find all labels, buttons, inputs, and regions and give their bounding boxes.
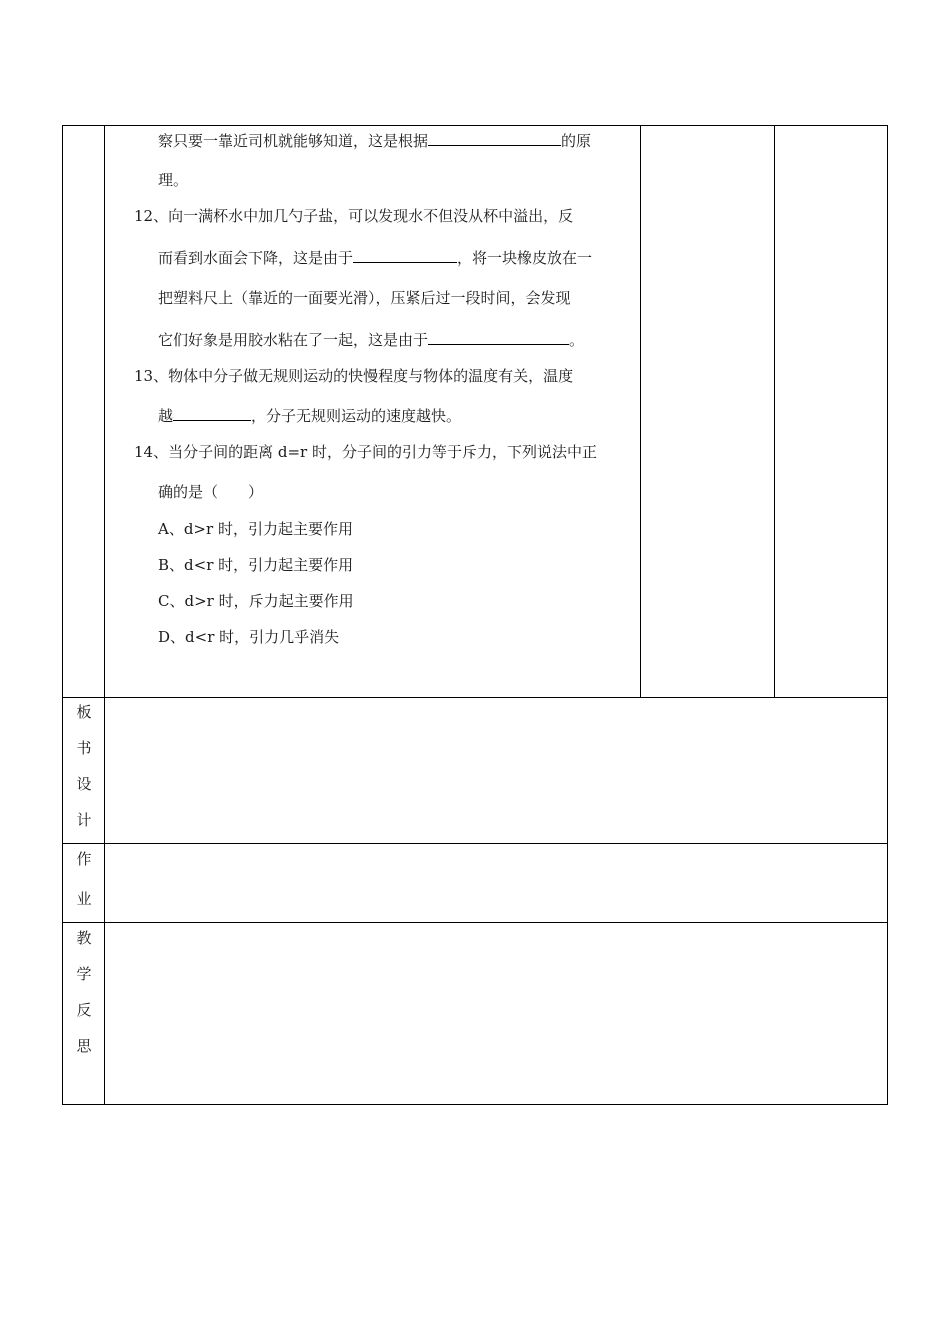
q12-line-2 — [158, 248, 592, 267]
q13-line-2-text: 越 — [158, 407, 174, 425]
q14-line-2: 确的是（ ） — [158, 483, 264, 501]
q13-answer-blank[interactable] — [173, 406, 251, 421]
q12-answer-blank-2[interactable] — [428, 330, 569, 345]
board-design-char-1: 板 — [76, 703, 92, 721]
q12-line-4-text: 它们好象是用胶水粘在了一起，这是由于 — [158, 331, 429, 349]
q11-line-2: 理。 — [158, 171, 189, 189]
board-design-char-3: 设 — [76, 775, 92, 793]
q12-line-2-text: 而看到水面会下降，这是由于 — [158, 249, 354, 267]
board-design-char-4: 计 — [76, 811, 92, 829]
q14-option-a[interactable]: A、d>r 时，引力起主要作用 — [158, 520, 353, 538]
q11-line-1 — [158, 131, 591, 150]
q12-line-4-tail: 。 — [569, 331, 585, 349]
q14-line-1: 14、当分子间的距离 d=r 时，分子间的引力等于斥力，下列说法中正 — [134, 443, 597, 461]
reflection-content-cell[interactable] — [105, 923, 887, 1104]
q13-line-1: 13、物体中分子做无规则运动的快慢程度与物体的温度有关，温度 — [134, 367, 574, 385]
table-top-border — [62, 125, 888, 126]
board-design-char-2: 书 — [76, 739, 92, 757]
third-column-divider — [774, 125, 775, 698]
q12-line-3: 把塑料尺上（靠近的一面要光滑），压紧后过一段时间，会发现 — [158, 289, 571, 307]
table-left-border — [62, 125, 63, 1105]
q14-option-c[interactable]: C、d>r 时，斥力起主要作用 — [158, 592, 354, 610]
q11-answer-blank[interactable] — [428, 131, 561, 146]
table-right-border — [887, 125, 888, 1105]
table-bottom-border — [62, 1104, 888, 1105]
reflection-char-4: 思 — [76, 1037, 92, 1055]
q11-line-1-text: 察只要一靠近司机就能够知道，这是根据 — [158, 132, 429, 150]
content-column-divider — [640, 125, 641, 698]
q13-line-2-tail: ，分子无规则运动的速度越快。 — [251, 407, 462, 425]
homework-content-cell[interactable] — [105, 844, 887, 922]
q12-line-2-tail: ，将一块橡皮放在一 — [457, 249, 593, 267]
board-design-content-cell[interactable] — [105, 698, 887, 843]
q14-option-d[interactable]: D、d<r 时，引力几乎消失 — [158, 628, 340, 646]
homework-char-2: 业 — [76, 890, 92, 908]
reflection-char-2: 学 — [76, 965, 92, 983]
reflection-char-1: 教 — [76, 929, 92, 947]
q12-line-4 — [158, 330, 584, 349]
q13-line-2 — [158, 406, 461, 425]
homework-char-1: 作 — [76, 850, 92, 868]
q14-option-b[interactable]: B、d<r 时，引力起主要作用 — [158, 556, 354, 574]
reflection-char-3: 反 — [76, 1001, 92, 1019]
q11-line-1-tail: 的原 — [561, 132, 592, 150]
q12-line-1: 12、向一满杯水中加几勺子盐，可以发现水不但没从杯中溢出，反 — [134, 207, 574, 225]
q12-answer-blank-1[interactable] — [353, 248, 457, 263]
